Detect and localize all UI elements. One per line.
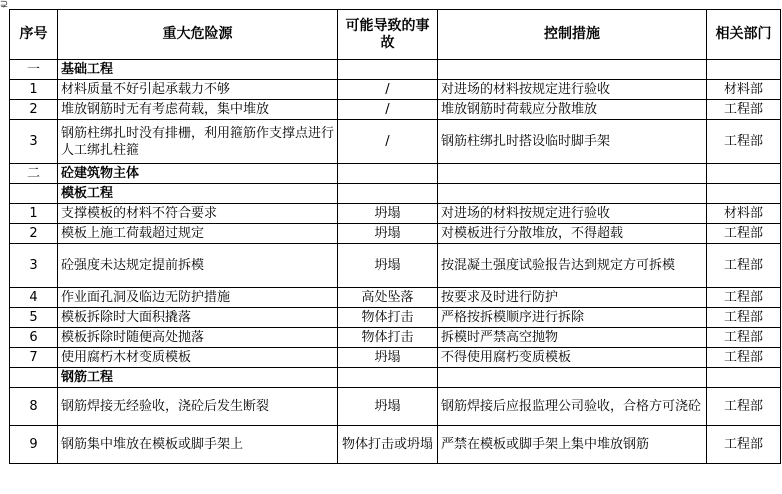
row-hazard: 钢筋集中堆放在模板或脚手架上 [58,426,338,464]
row-no: 3 [10,120,58,164]
row-accident: 物体打击 [338,308,438,328]
row-accident: 坍塌 [338,388,438,426]
row-dept: 工程部 [707,100,781,120]
row-measure: 按要求及时进行防护 [438,288,707,308]
row-measure: 钢筋柱绑扎时搭设临时脚手架 [438,120,707,164]
row-dept: 工程部 [707,348,781,368]
row-measure: 钢筋焊接后应报监理公司验收，合格方可浇砼 [438,388,707,426]
row-no: 5 [10,308,58,328]
row-dept: 材料部 [707,204,781,224]
row-hazard: 砼强度未达规定提前拆模 [58,244,338,288]
section-row [10,164,781,184]
row-accident: 坍塌 [338,348,438,368]
header-dept: 相关部门 [707,10,781,60]
table-row [10,426,781,464]
row-measure: 严禁在模板或脚手架上集中堆放钢筋 [438,426,707,464]
row-accident: / [338,120,438,164]
table-row [10,308,781,328]
row-hazard: 使用腐朽木材变质模板 [58,348,338,368]
row-accident: 物体打击 [338,328,438,348]
row-hazard: 支撑模板的材料不符合要求 [58,204,338,224]
section-row [10,60,781,80]
row-no: 1 [10,204,58,224]
row-accident: 高处坠落 [338,288,438,308]
corner-mark: ⊋ [0,0,9,10]
table-row [10,288,781,308]
section-no: 一 [10,60,58,80]
row-hazard: 堆放钢筋时无有考虑荷载，集中堆放 [58,100,338,120]
row-hazard: 模板上施工荷载超过规定 [58,224,338,244]
row-accident: 坍塌 [338,224,438,244]
row-no: 2 [10,100,58,120]
row-no: 6 [10,328,58,348]
row-measure: 对模板进行分散堆放，不得超载 [438,224,707,244]
row-no: 8 [10,388,58,426]
row-no: 7 [10,348,58,368]
row-no: 4 [10,288,58,308]
row-hazard: 钢筋焊接无经验收，浇砼后发生断裂 [58,388,338,426]
section-title: 砼建筑物主体 [58,164,338,184]
row-dept: 工程部 [707,328,781,348]
row-measure: 严格按拆模顺序进行拆除 [438,308,707,328]
row-measure: 堆放钢筋时荷载应分散堆放 [438,100,707,120]
row-hazard: 模板拆除时随便高处抛落 [58,328,338,348]
table-row [10,224,781,244]
header-accident: 可能导致的事故 [338,10,438,60]
subsection-row [10,368,781,388]
row-dept: 材料部 [707,80,781,100]
row-accident: / [338,100,438,120]
row-accident: 坍塌 [338,244,438,288]
table-row [10,388,781,426]
row-dept: 工程部 [707,244,781,288]
row-accident: 物体打击或坍塌 [338,426,438,464]
row-hazard: 钢筋柱绑扎时没有排栅，利用箍筋作支撑点进行人工绑扎柱箍 [58,120,338,164]
row-measure: 不得使用腐朽变质模板 [438,348,707,368]
header-row [10,10,781,60]
row-dept: 工程部 [707,120,781,164]
row-no: 9 [10,426,58,464]
row-hazard: 材料质量不好引起承载力不够 [58,80,338,100]
header-no: 序号 [10,10,58,60]
header-measure: 控制措施 [438,10,707,60]
hazard-table [9,9,781,464]
row-dept: 工程部 [707,288,781,308]
row-no: 1 [10,80,58,100]
subsection-row [10,184,781,204]
subsection-title: 钢筋工程 [58,368,338,388]
row-hazard: 作业面孔洞及临边无防护措施 [58,288,338,308]
row-no: 3 [10,244,58,288]
table-row [10,100,781,120]
table-row [10,120,781,164]
row-dept: 工程部 [707,308,781,328]
row-dept: 工程部 [707,388,781,426]
row-dept: 工程部 [707,426,781,464]
row-measure: 对进场的材料按规定进行验收 [438,204,707,224]
row-accident: 坍塌 [338,204,438,224]
section-no: 二 [10,164,58,184]
row-measure: 对进场的材料按规定进行验收 [438,80,707,100]
table-row [10,348,781,368]
table-row [10,328,781,348]
table-row [10,244,781,288]
row-hazard: 模板拆除时大面积撬落 [58,308,338,328]
section-title: 基础工程 [58,60,338,80]
table-row [10,80,781,100]
header-hazard: 重大危险源 [58,10,338,60]
row-accident: / [338,80,438,100]
subsection-title: 模板工程 [58,184,338,204]
table-row [10,204,781,224]
row-dept: 工程部 [707,224,781,244]
row-measure: 按混凝土强度试验报告达到规定方可拆模 [438,244,707,288]
row-no: 2 [10,224,58,244]
row-measure: 拆模时严禁高空抛物 [438,328,707,348]
